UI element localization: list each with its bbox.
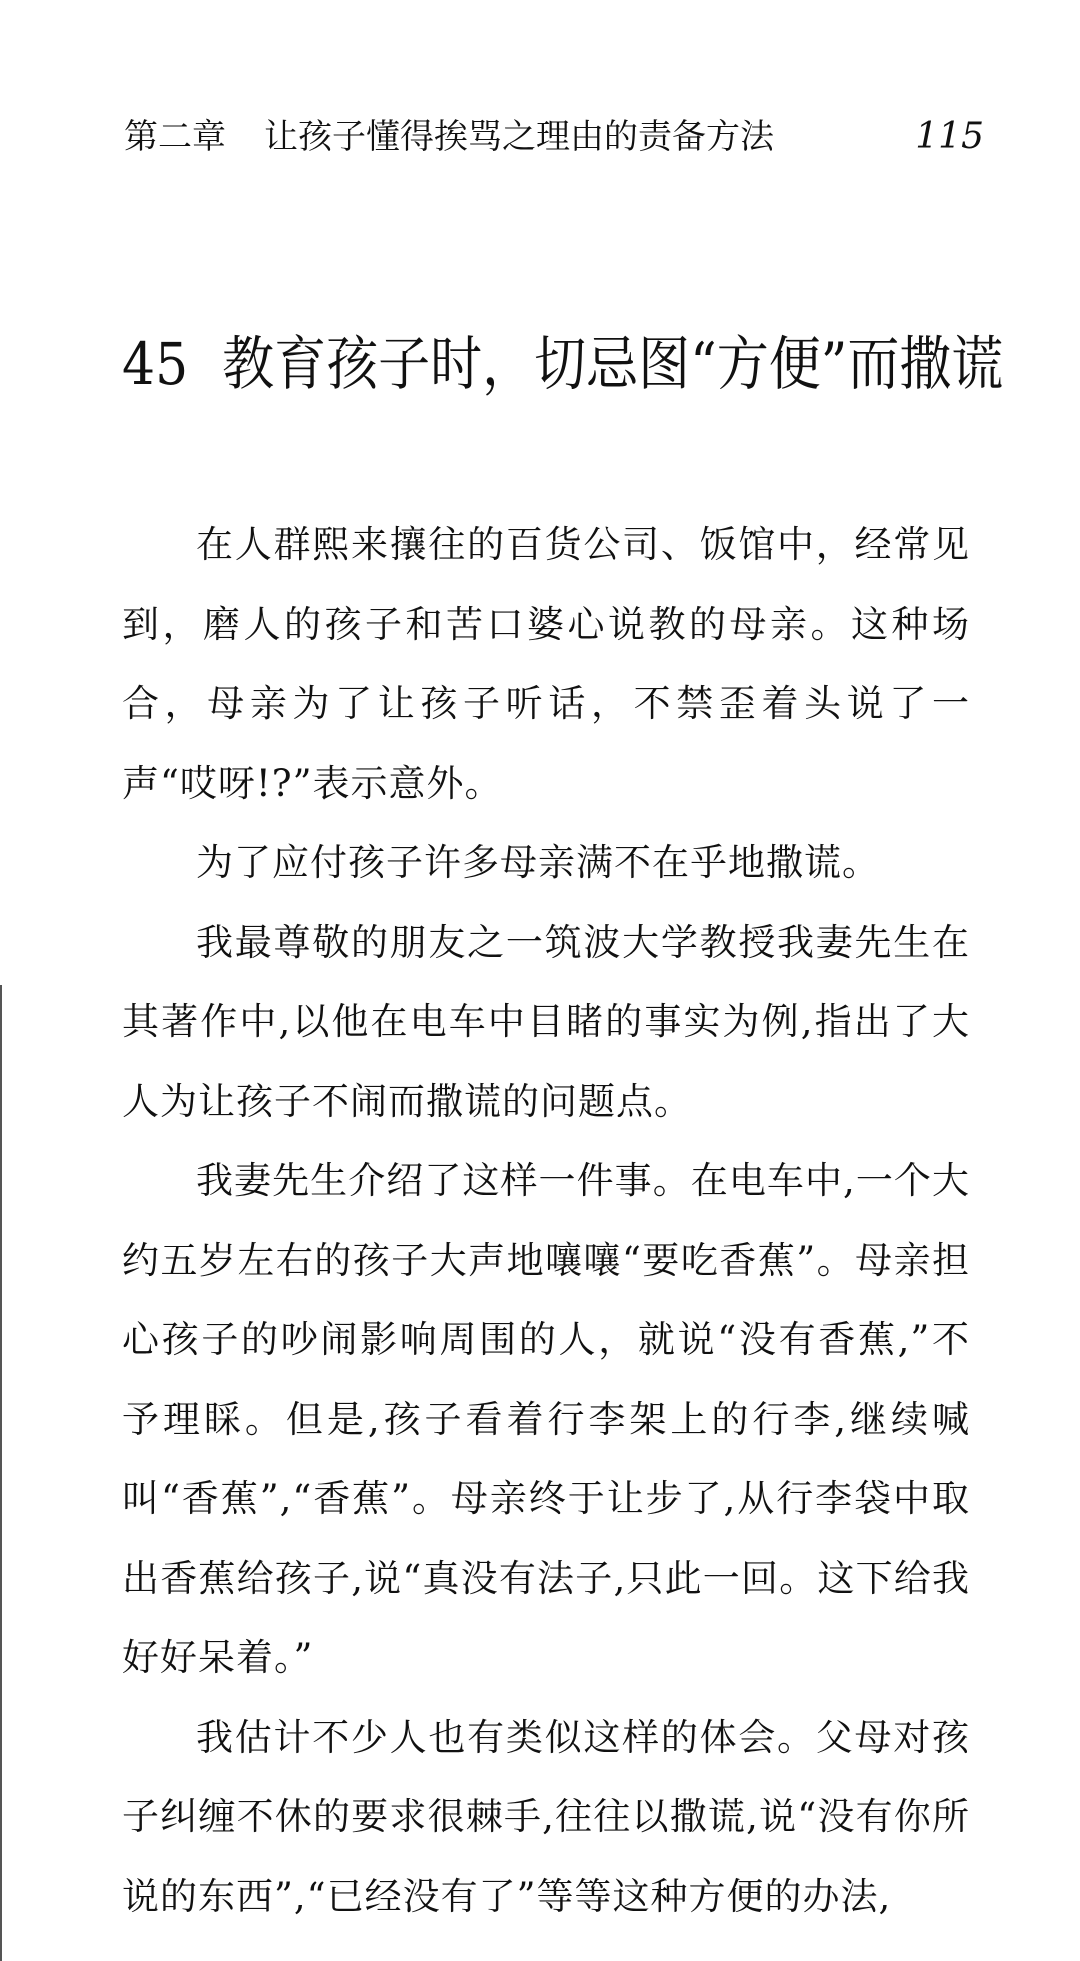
- paragraph: 为了应付孩子许多母亲满不在乎地撒谎。: [196, 841, 880, 884]
- section-number: 45: [122, 331, 189, 399]
- page-number: 115: [915, 116, 984, 157]
- paragraph: 我最尊敬的朋友之一筑波大学教授我妻先生在其著作中,以他在电车中目睹的事实为例,指出了大人为让孩子不闹而撒谎的问题点。: [122, 920, 970, 1123]
- section-heading: [122, 320, 1002, 410]
- section-title: 教育孩子时，切忌图“方便”而撒谎: [222, 331, 1004, 399]
- paragraph: 在人群熙来攘往的百货公司、饭馆中，经常见到，磨人的孩子和苦口婆心说教的母亲。这种场合，母亲为了让孩子听话，不禁歪着头说了一声“哎呀!?”表示意外。: [122, 523, 970, 805]
- chapter-label: 第二章: [124, 117, 226, 157]
- paragraph: 我估计不少人也有类似这样的体会。父母对孩子纠缠不休的要求很棘手,往往以撒谎,说“没有你所说的东西”,“已经没有了”等等这种方便的办法,: [122, 1715, 970, 1918]
- body-text: [122, 505, 970, 1936]
- running-header: [124, 112, 984, 162]
- scan-edge-line: [0, 985, 2, 1961]
- chapter-title: 让孩子懂得挨骂之理由的责备方法: [264, 117, 774, 157]
- paragraph: 我妻先生介绍了这样一件事。在电车中,一个大约五岁左右的孩子大声地嚷嚷“要吃香蕉”。母亲担心孩子的吵闹影响周围的人，就说“没有香蕉,”不予理睬。但是,孩子看着行李架上的行李,继续喊叫“香蕉”,“香蕉”。母亲终于让步了,从行李袋中取出香蕉给孩子,说“真没有法子,只此一回。这下给我好好呆着。”: [122, 1159, 970, 1679]
